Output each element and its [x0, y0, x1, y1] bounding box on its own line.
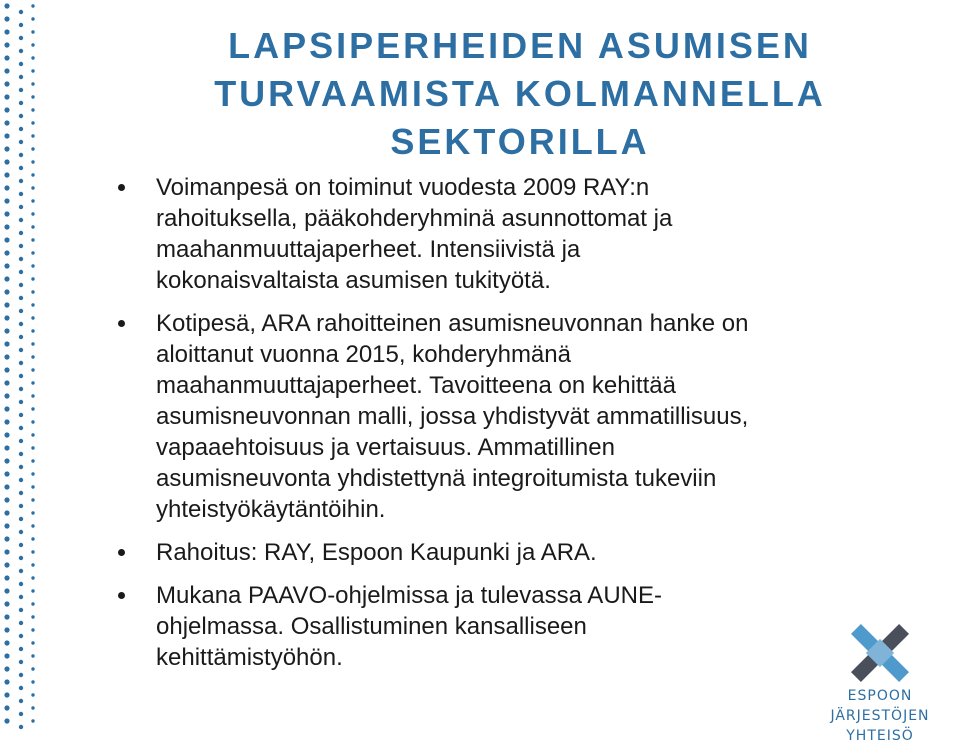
bullet-line: ohjelmassa. Osallistuminen kansalliseen [156, 613, 587, 640]
decorative-dot [19, 101, 23, 105]
decorative-dot [19, 387, 23, 391]
bullet-line: rahoituksella, pääkohderyhminä asunnottomat ja [156, 205, 673, 232]
decorative-dot [4, 68, 9, 73]
decorative-dot [31, 303, 34, 306]
bullet-line: asumisneuvonnan malli, jossa yhdistyvät ammatillisuus, [156, 403, 749, 430]
decorative-dot [31, 290, 34, 293]
decorative-dot [31, 602, 34, 605]
decorative-dot [19, 582, 23, 586]
decorative-dot [31, 121, 34, 124]
decorative-dot [19, 491, 23, 495]
decorative-dot [19, 647, 23, 651]
decorative-dot [19, 127, 23, 131]
decorative-dot [31, 160, 34, 163]
decorative-dot [31, 472, 34, 475]
decorative-dot [4, 432, 9, 437]
decorative-dot [31, 498, 34, 501]
decorative-dot [4, 263, 9, 268]
decorative-dot [4, 120, 9, 125]
decorative-dot [4, 601, 9, 606]
decorative-dot [19, 322, 23, 326]
decorative-dot [31, 108, 34, 111]
decorative-dot [4, 484, 9, 489]
decorative-dot [4, 497, 9, 502]
decorative-dot [31, 43, 34, 46]
decorative-dot [4, 458, 9, 463]
decorative-dot [4, 341, 9, 346]
logo-line: ESPOON [847, 688, 913, 704]
bullet-line: yhteistyökäytäntöihin. [156, 496, 386, 523]
decorative-dot [31, 199, 34, 202]
decorative-dot [19, 530, 23, 534]
decorative-dot [4, 276, 9, 281]
decorative-dot [4, 302, 9, 307]
decorative-dot [4, 419, 9, 424]
decorative-dot [19, 712, 23, 716]
decorative-dot [31, 225, 34, 228]
decorative-dot [19, 517, 23, 521]
decorative-dot [4, 172, 9, 177]
decorative-dot [19, 62, 23, 66]
decorative-dot [31, 30, 34, 33]
decorative-dot [19, 634, 23, 638]
bullet-line: maahanmuuttajaperheet. Intensiivistä ja [156, 236, 581, 263]
decorative-dot [19, 400, 23, 404]
decorative-dot [4, 640, 9, 645]
decorative-dot [31, 485, 34, 488]
bullet-item [118, 580, 908, 673]
decorative-dot [31, 576, 34, 579]
decorative-dot [19, 88, 23, 92]
decorative-dot [19, 543, 23, 547]
decorative-dot [19, 23, 23, 27]
decorative-dot-border [0, 0, 46, 733]
bullet-line: maahanmuuttajaperheet. Tavoitteena on kehittää [156, 372, 676, 399]
decorative-dot [31, 680, 34, 683]
decorative-dot [4, 380, 9, 385]
decorative-dot [19, 608, 23, 612]
decorative-dot [19, 140, 23, 144]
decorative-dot [4, 133, 9, 138]
bullet-line: kokonaisvaltaista asumisen tukityötä. [156, 267, 551, 294]
bullet-line: vapaaehtoisuus ja vertaisuus. Ammatillinen [156, 434, 615, 461]
decorative-dot [4, 3, 9, 8]
decorative-dot [19, 426, 23, 430]
decorative-dot [19, 556, 23, 560]
decorative-dot [31, 459, 34, 462]
decorative-dot [4, 562, 9, 567]
decorative-dot [4, 445, 9, 450]
decorative-dot [4, 705, 9, 710]
decorative-dot [19, 595, 23, 599]
decorative-dot [19, 504, 23, 508]
decorative-dot [19, 348, 23, 352]
bullet-line: kehittämistyöhön. [156, 644, 343, 671]
decorative-dot [19, 166, 23, 170]
bullet-list [118, 172, 908, 673]
decorative-dot [31, 407, 34, 410]
decorative-dot [31, 277, 34, 280]
bullet-dot [118, 184, 125, 191]
decorative-dot [19, 335, 23, 339]
decorative-dot [4, 211, 9, 216]
decorative-dot [31, 537, 34, 540]
decorative-dot [4, 679, 9, 684]
decorative-dot [19, 114, 23, 118]
decorative-dot [31, 654, 34, 657]
decorative-dot [19, 10, 23, 14]
decorative-dot [19, 153, 23, 157]
decorative-dot [19, 660, 23, 664]
decorative-dot [31, 264, 34, 267]
bullet-line: Voimanpesä on toiminut vuodesta 2009 RAY:n [156, 174, 650, 201]
decorative-dot [19, 309, 23, 313]
bullet-dot [118, 320, 125, 327]
decorative-dot [19, 179, 23, 183]
decorative-dot [4, 237, 9, 242]
decorative-dot [19, 439, 23, 443]
decorative-dot [19, 218, 23, 222]
decorative-dot [4, 146, 9, 151]
decorative-dot [4, 354, 9, 359]
decorative-dot [4, 198, 9, 203]
decorative-dot [31, 251, 34, 254]
decorative-dot [31, 667, 34, 670]
decorative-dot [4, 588, 9, 593]
decorative-dot [19, 231, 23, 235]
decorative-dot [31, 147, 34, 150]
decorative-dot [31, 381, 34, 384]
title-line: SEKTORILLA [390, 121, 650, 162]
decorative-dot [4, 250, 9, 255]
decorative-dot [4, 315, 9, 320]
decorative-dot [31, 524, 34, 527]
decorative-dot [19, 192, 23, 196]
decorative-dot [31, 316, 34, 319]
decorative-dot [31, 238, 34, 241]
decorative-dot [19, 569, 23, 573]
decorative-dot [4, 627, 9, 632]
decorative-dot [31, 446, 34, 449]
decorative-dot [31, 329, 34, 332]
cross-x-logo-icon [835, 618, 925, 688]
decorative-dot [31, 342, 34, 345]
decorative-dot [4, 471, 9, 476]
decorative-dot [19, 36, 23, 40]
decorative-dot [19, 205, 23, 209]
decorative-dot [31, 511, 34, 514]
bullet-dot [118, 592, 125, 599]
decorative-dot [31, 394, 34, 397]
decorative-dot [4, 549, 9, 554]
decorative-dot [4, 185, 9, 190]
decorative-dot [31, 355, 34, 358]
decorative-dot [19, 686, 23, 690]
decorative-dot [4, 406, 9, 411]
title-line: LAPSIPERHEIDEN ASUMISEN [228, 25, 812, 66]
decorative-dot [31, 420, 34, 423]
decorative-dot [31, 134, 34, 137]
decorative-dot [19, 413, 23, 417]
decorative-dot [31, 641, 34, 644]
decorative-dot [4, 328, 9, 333]
decorative-dot [31, 212, 34, 215]
decorative-dot [19, 452, 23, 456]
decorative-dot [31, 433, 34, 436]
bullet-line: aloittanut vuonna 2015, kohderyhmänä [156, 341, 571, 368]
bullet-line: Kotipesä, ARA rahoitteinen asumisneuvonnan hanke on [156, 310, 749, 337]
bullet-line: Mukana PAAVO-ohjelmissa ja tulevassa AUNE- [156, 582, 662, 609]
decorative-dot [19, 296, 23, 300]
decorative-dot [4, 653, 9, 658]
decorative-dot [4, 29, 9, 34]
decorative-dot [4, 224, 9, 229]
decorative-dot [4, 718, 9, 723]
decorative-dot [4, 575, 9, 580]
decorative-dot [19, 244, 23, 248]
decorative-dot [19, 621, 23, 625]
title-line: TURVAAMISTA KOLMANNELLA [214, 73, 826, 114]
bullet-line: Rahoitus: RAY, Espoon Kaupunki ja ARA. [156, 539, 597, 566]
bullet-dot [118, 549, 125, 556]
decorative-dot [4, 614, 9, 619]
decorative-dot [31, 82, 34, 85]
bullet-item [118, 537, 908, 568]
decorative-dot [4, 536, 9, 541]
decorative-dot [19, 478, 23, 482]
decorative-dot [19, 465, 23, 469]
decorative-dot [31, 368, 34, 371]
decorative-dot [19, 374, 23, 378]
decorative-dot [31, 173, 34, 176]
decorative-dot [4, 289, 9, 294]
decorative-dot [19, 283, 23, 287]
decorative-dot [31, 563, 34, 566]
decorative-dot [4, 523, 9, 528]
bullet-item [118, 172, 908, 296]
decorative-dot [4, 510, 9, 515]
decorative-dot [4, 94, 9, 99]
decorative-dot [4, 692, 9, 697]
decorative-dot [19, 361, 23, 365]
logo [795, 618, 960, 744]
slide-title [140, 22, 900, 166]
decorative-dot [31, 56, 34, 59]
decorative-dot [4, 81, 9, 86]
decorative-dot [19, 673, 23, 677]
decorative-dot [19, 75, 23, 79]
decorative-dot [31, 589, 34, 592]
decorative-dot [31, 550, 34, 553]
decorative-dot [31, 693, 34, 696]
decorative-dot [4, 55, 9, 60]
bullet-item [118, 308, 908, 525]
decorative-dot [4, 16, 9, 21]
decorative-dot [19, 725, 23, 729]
decorative-dot [31, 186, 34, 189]
decorative-dot [19, 257, 23, 261]
decorative-dot [31, 95, 34, 98]
decorative-dot [31, 69, 34, 72]
decorative-dot [4, 42, 9, 47]
logo-line: JÄRJESTÖJEN YHTEISÖ [830, 708, 930, 744]
decorative-dot [19, 49, 23, 53]
decorative-dot [31, 706, 34, 709]
decorative-dot [4, 107, 9, 112]
decorative-dot [31, 719, 34, 722]
decorative-dot [4, 159, 9, 164]
decorative-dot [19, 699, 23, 703]
bullet-line: asumisneuvonta yhdistettynä integroitumista tukeviin [156, 465, 717, 492]
decorative-dot [4, 393, 9, 398]
decorative-dot [31, 17, 34, 20]
decorative-dot [31, 4, 34, 7]
decorative-dot [31, 615, 34, 618]
decorative-dot [4, 367, 9, 372]
decorative-dot [19, 270, 23, 274]
decorative-dot [4, 666, 9, 671]
logo-text [795, 686, 960, 746]
decorative-dot [31, 628, 34, 631]
